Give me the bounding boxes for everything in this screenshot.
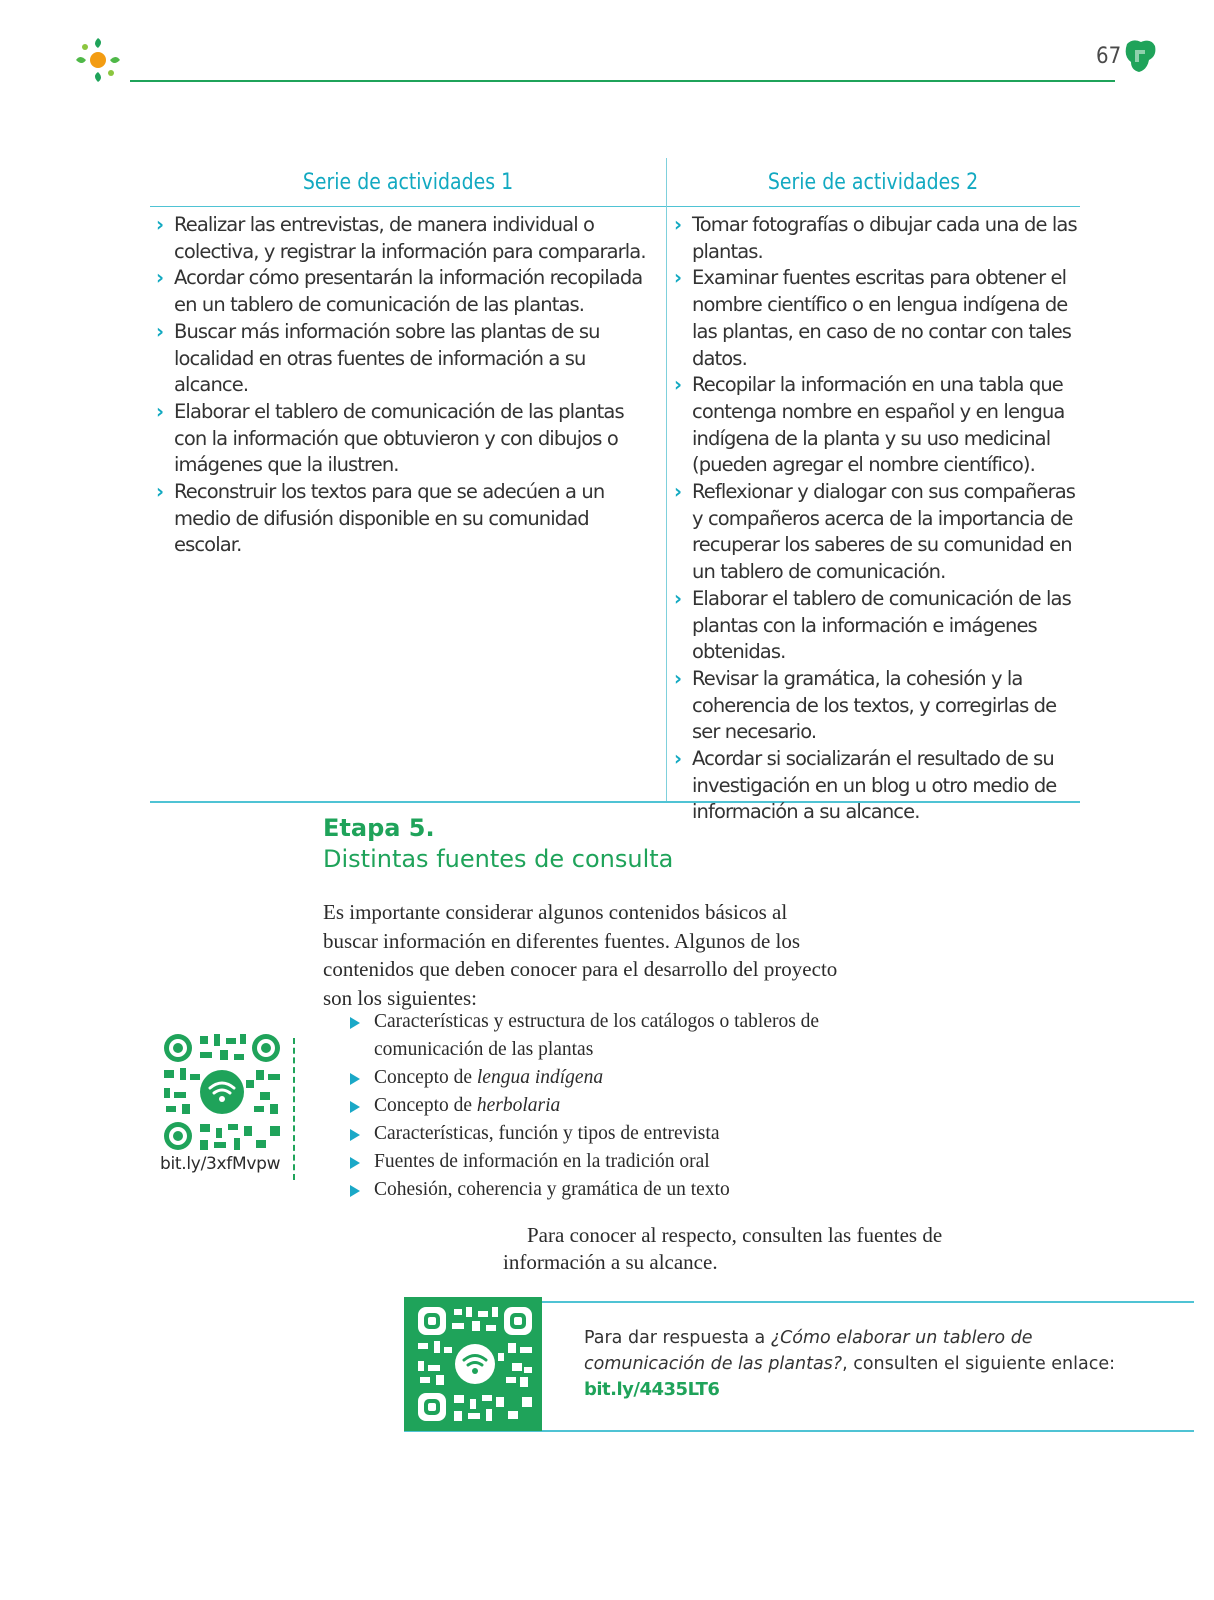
- link-box: [404, 1297, 1194, 1431]
- header-rule: [130, 80, 1115, 82]
- list-item: › Tomar fotografías o dibujar cada una de las plantas.: [674, 213, 1077, 263]
- qr-code-icon[interactable]: [416, 1305, 534, 1423]
- chevron-right-icon: ›: [156, 266, 164, 290]
- activities-table: [150, 158, 1080, 824]
- table-header-rule: [150, 206, 1080, 207]
- list-item: › Reconstruir los textos para que se adecúen a un medio de difusión disponible en su comunidad escolar.: [156, 480, 605, 557]
- qr-code-icon[interactable]: [160, 1030, 284, 1154]
- list-item: › Elaborar el tablero de comunicación de las plantas con la información e imágenes obtenidas.: [674, 586, 1071, 664]
- list-item: › Recopilar la información en una tabla que contenga nombre en español y en lengua indígena de la planta y su uso medicinal (pueden agregar el nombre científico).: [674, 373, 1065, 477]
- closing-paragraph: Para conocer al respecto, consulten las fuentes de información a su alcance.: [503, 1223, 943, 1274]
- col2-title: Serie de actividades 2: [767, 170, 979, 195]
- list-item: › Examinar fuentes escritas para obtener el nombre científico o en lengua indígena de las plantas, en caso de no contar con tales datos.: [674, 266, 1072, 370]
- col1-title: Serie de actividades 1: [302, 170, 514, 195]
- chevron-right-icon: ›: [156, 480, 164, 504]
- triangle-bullet-icon: [350, 1185, 360, 1197]
- activities-list-2: [668, 212, 1078, 826]
- chevron-right-icon: ›: [674, 666, 682, 690]
- chevron-right-icon: ›: [156, 213, 164, 236]
- chevron-right-icon: ›: [674, 213, 682, 236]
- chevron-right-icon: ›: [674, 586, 682, 610]
- list-item: › Revisar la gramática, la cohesión y la coherencia de los textos, y corregirlas de ser necesario.: [674, 666, 1057, 744]
- glyph-corner-icon: [1123, 38, 1157, 74]
- link-box-link[interactable]: bit.ly/4435LT6: [584, 1379, 720, 1400]
- list-item: › Acordar cómo presentarán la información recopilada en un tablero de comunicación de las plantas.: [156, 266, 643, 317]
- chevron-right-icon: ›: [674, 747, 682, 771]
- list-item: Concepto de lengua indígena: [350, 1064, 830, 1092]
- link-box-text: Para dar respuesta a ¿Cómo elaborar un tablero de comunicación de las plantas?, consulten el siguiente enlace: bit.ly/4435LT6: [584, 1325, 1144, 1403]
- triangle-bullet-icon: [350, 1073, 360, 1085]
- activities-list-1: [150, 212, 650, 559]
- list-item: › Realizar las entrevistas, de manera individual o colectiva, y registrar la información para compararla.: [156, 213, 646, 263]
- list-item: Cohesión, coherencia y gramática de un texto: [350, 1176, 830, 1204]
- page-number: 67: [1096, 44, 1122, 69]
- chevron-right-icon: ›: [156, 319, 164, 343]
- book-logo-icon: [72, 34, 124, 86]
- triangle-bullet-icon: [350, 1101, 360, 1113]
- triangle-bullet-icon: [350, 1157, 360, 1169]
- chevron-right-icon: ›: [674, 266, 682, 290]
- qr-link-text[interactable]: bit.ly/3xfMvpw: [160, 1154, 281, 1174]
- column-divider: [666, 158, 667, 803]
- list-item: › Reflexionar y dialogar con sus compañeras y compañeros acerca de la importancia de recuperar los saberes de su comunidad en un tablero de comunicación.: [674, 480, 1076, 584]
- section-title: Distintas fuentes de consulta: [323, 845, 674, 873]
- list-item: Fuentes de información en la tradición oral: [350, 1148, 830, 1176]
- chevron-right-icon: ›: [674, 373, 682, 397]
- chevron-right-icon: ›: [156, 399, 164, 423]
- triangle-bullet-icon: [350, 1017, 360, 1029]
- contents-list: [350, 1008, 830, 1204]
- list-item: Concepto de herbolaria: [350, 1092, 830, 1120]
- intro-paragraph: Es importante considerar algunos contenidos básicos al buscar información en diferentes fuentes. Algunos de los contenidos que deben conocer para el desarrollo del proyecto son los siguientes:: [323, 900, 838, 1010]
- dashed-divider: [293, 1038, 295, 1180]
- list-item: › Acordar si socializarán el resultado de su investigación en un blog u otro medio de información a su alcance.: [674, 747, 1057, 824]
- chevron-right-icon: ›: [674, 480, 682, 504]
- list-item: › Buscar más información sobre las plantas de su localidad en otras fuentes de información a su alcance.: [156, 319, 600, 397]
- section-label: Etapa 5.: [323, 814, 435, 842]
- list-item: Características, función y tipos de entrevista: [350, 1120, 830, 1148]
- list-item: Características y estructura de los catálogos o tableros de comunicación de las plantas: [350, 1008, 830, 1064]
- list-item: › Elaborar el tablero de comunicación de las plantas con la información que obtuvieron y con dibujos o imágenes que la ilustren.: [156, 399, 624, 477]
- triangle-bullet-icon: [350, 1129, 360, 1141]
